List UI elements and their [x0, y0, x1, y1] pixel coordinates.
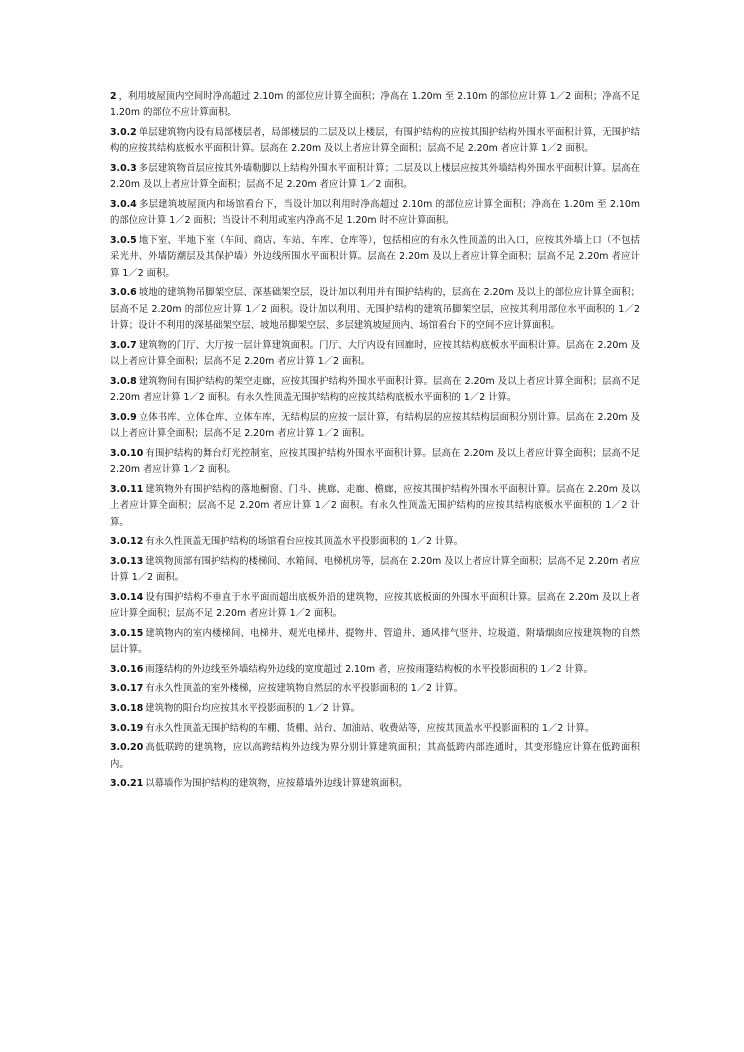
clause-number: 3.0.4: [110, 199, 137, 210]
clause-paragraph: [110, 482, 640, 531]
clause-paragraph: [110, 89, 640, 122]
clause-paragraph: [110, 197, 640, 230]
clause-number: 3.0.12: [110, 536, 144, 548]
clause-paragraph: [110, 534, 640, 550]
clause-text: ，利用坡屋顶内空间时净高超过 2.10m 的部位应计算全面积；净高在 1.20m 至 2.10m 的部位应计算 1／2 面积；净高不足 1.20m 的部位不应计算面积。: [110, 91, 640, 119]
clause-number: 3.0.5: [110, 235, 137, 246]
clause-paragraph: [110, 374, 640, 407]
clause-number: 3.0.20: [110, 742, 144, 754]
clause-text: 坡地的建筑物吊脚架空层、深基础架空层，设计加以利用并有围护结构的，层高在 2.20m 及以上的部位应计算全面积；层高不足 2.20m 的部位应计算 1／2 面积。设计加以利用、无围护结构的建筑吊脚架空层，应按其利用部位水平面积的 1／2 计算；设计不利用的深基础架空层、坡地吊脚架空层、多层建筑坡屋顶内、场馆看台下的空间不应计算面积。: [110, 287, 640, 332]
clause-text: 地下室、半地下室（车间、商店、车站、车库、仓库等），包括相应的有永久性顶盖的出入口，应按其外墙上口（不包括采光井、外墙防潮层及其保护墙）外边线所围水平面积计算。层高在 2.20m 及以上者应计算全面积；层高不足 2.20m 者应计算 1／2 面积。: [110, 235, 640, 279]
clause-text: 单层建筑物内设有局部楼层者，局部楼层的二层及以上楼层，有围护结构的应按其围护结构外围水平面积计算，无围护结构的应按其结构底板水平面积计算。层高在 2.20m 及以上者应计算全面积；层高不足 2.20m 者应计算 1／2 面积。: [110, 127, 640, 155]
clause-number: 3.0.21: [110, 778, 144, 790]
clause-number: 3.0.6: [110, 287, 137, 299]
clause-number: 3.0.3: [110, 163, 137, 174]
clause-text: 有永久性顶盖无围护结构的场馆看台应按其顶盖水平投影面积的 1／2 计算。: [145, 536, 464, 548]
clause-text: 多层建筑坡屋顶内和场馆看台下，当设计加以利用时净高超过 2.10m 的部位应计算全面积；净高在 1.20m 至 2.10m 的部位应计算 1／2 面积；当设计不利用或室内净高不足 1.20m 时不应计算面积。: [110, 199, 640, 227]
clause-paragraph: [110, 776, 640, 792]
clause-text: 多层建筑物首层应按其外墙勒脚以上结构外围水平面积计算；二层及以上楼层应按其外墙结构外围水平面积计算。层高在 2.20m 及以上者应计算全面积；层高不足 2.20m 者应计算 1／2 面积。: [110, 163, 640, 191]
clause-paragraph: [110, 410, 640, 443]
clause-paragraph: [110, 233, 640, 282]
clause-number: 3.0.2: [110, 127, 137, 138]
clause-paragraph: [110, 740, 640, 773]
clause-number: 3.0.14: [110, 591, 144, 603]
clause-paragraph: [110, 701, 640, 717]
clause-number: 3.0.15: [110, 627, 144, 639]
clause-text: 建筑物外有围护结构的落地橱窗、门斗、挑廊、走廊、檐廊，应按其围护结构外围水平面积计算。层高在 2.20m 及以上者应计算全面积；层高不足 2.20m 者应计算 1／2 面积。有永久性顶盖无围护结构的应按其结构底板水平面积的 1／2 计算。: [110, 483, 640, 528]
clause-text: 建筑物内的室内楼梯间、电梯井、观光电梯井、提物井、管道井、通风排气竖井、垃圾道、附墙烟囱应按建筑物的自然层计算。: [110, 627, 640, 656]
clause-text: 立体书库、立体仓库、立体车库，无结构层的应按一层计算，有结构层的应按其结构层面积分别计算。层高在 2.20m 及以上者应计算全面积；层高不足 2.20m 者应计算 1／2 面积。: [110, 411, 640, 440]
clause-number: 3.0.13: [110, 555, 144, 567]
clause-paragraph: [110, 554, 640, 587]
clause-number: 3.0.10: [110, 447, 144, 459]
clause-text: 以幕墙作为围护结构的建筑物，应按幕墙外边线计算建筑面积。: [145, 778, 408, 790]
clause-text: 设有围护结构不垂直于水平面而超出底板外沿的建筑物，应按其底板面的外围水平面积计算。层高在 2.20m 及以上者应计算全面积；层高不足 2.20m 者应计算 1／2 面积。: [110, 591, 640, 620]
clause-number: 3.0.8: [110, 375, 137, 387]
clause-number: 3.0.18: [110, 703, 144, 714]
clause-text: 建筑物的阳台均应按其水平投影面积的 1／2 计算。: [145, 703, 360, 714]
clause-number: 3.0.9: [110, 411, 137, 423]
clause-paragraph: [110, 338, 640, 371]
clause-text: 雨篷结构的外边线至外墙结构外边线的宽度超过 2.10m 者，应按雨篷结构板的水平投影面积的 1／2 计算。: [145, 663, 593, 675]
clause-number: 2: [110, 91, 117, 102]
clause-paragraph: [110, 626, 640, 659]
clause-text: 建筑物顶部有围护结构的楼梯间、水箱间、电梯机房等，层高在 2.20m 及以上者应计算全面积；层高不足 2.20m 者应计算 1／2 面积。: [110, 555, 640, 584]
clause-paragraph: [110, 446, 640, 479]
clause-number: 3.0.17: [110, 683, 144, 695]
clause-number: 3.0.7: [110, 339, 137, 351]
clause-text: 有永久性顶盖的室外楼梯，应按建筑物自然层的水平投影面积的 1／2 计算。: [145, 683, 464, 695]
clause-paragraph: [110, 285, 640, 334]
clause-number: 3.0.19: [110, 722, 144, 734]
clause-paragraph: [110, 590, 640, 623]
clause-paragraph: [110, 161, 640, 194]
clause-text: 有永久性顶盖无围护结构的车棚、货棚、站台、加油站、收费站等，应按其顶盖水平投影面积的 1／2 计算。: [145, 722, 595, 734]
clause-text: 高低联跨的建筑物，应以高跨结构外边线为界分别计算建筑面积；其高低跨内部连通时，其变形缝应计算在低跨面积内。: [110, 742, 640, 770]
clause-number: 3.0.16: [110, 663, 144, 675]
clause-text: 有围护结构的舞台灯光控制室，应按其围护结构外围水平面积计算。层高在 2.20m 及以上者应计算全面积；层高不足 2.20m 者应计算 1／2 面积。: [110, 447, 640, 476]
clause-text: 建筑物的门厅、大厅按一层计算建筑面积。门厅、大厅内设有回廊时，应按其结构底板水平面积计算。层高在 2.20m 及以上者应计算全面积；层高不足 2.20m 者应计算 1／2 面积。: [110, 339, 640, 368]
clause-paragraph: [110, 662, 640, 678]
clause-text: 建筑物间有围护结构的架空走廊，应按其围护结构外围水平面积计算。层高在 2.20m 及以上者应计算全面积；层高不足 2.20m 者应计算 1／2 面积。有永久性顶盖无围护结构的应按其结构底板水平面积的 1／2 计算。: [110, 375, 640, 404]
clause-paragraph: [110, 681, 640, 697]
clause-number: 3.0.11: [110, 483, 144, 495]
clause-paragraph: [110, 721, 640, 737]
clause-paragraph: [110, 125, 640, 158]
document-body: [110, 89, 640, 796]
